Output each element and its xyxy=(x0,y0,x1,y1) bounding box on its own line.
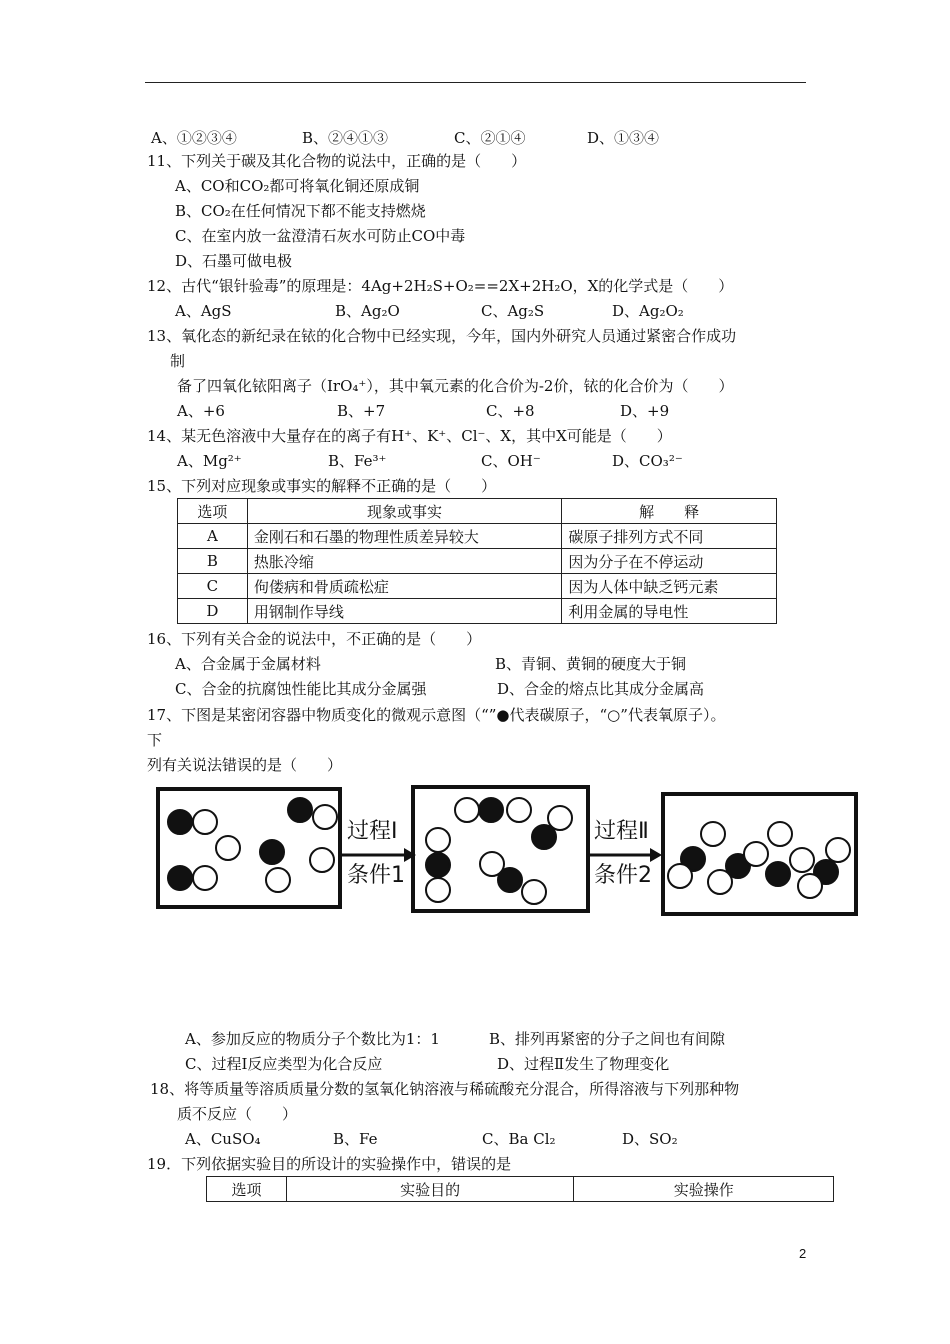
q17-option-a: A、参加反应的物质分子个数比为1：1 xyxy=(185,1030,440,1048)
q18-stem-line2: 质不反应（ ） xyxy=(177,1105,298,1123)
q14-option-c: C、OH⁻ xyxy=(481,452,541,470)
table-row xyxy=(178,599,777,624)
q14-stem: 14、某无色溶液中大量存在的离子有H⁺、K⁺、Cl⁻、X，其中X可能是（ ） xyxy=(147,427,672,445)
table-cell: C xyxy=(178,574,248,599)
q18-option-c: C、Ba Cl₂ xyxy=(482,1130,556,1148)
q14-option-b: B、Fe³⁺ xyxy=(328,452,387,470)
q13-option-a: A、+6 xyxy=(177,402,225,420)
q13-option-d: D、+9 xyxy=(620,402,670,420)
table-header-row xyxy=(207,1177,834,1202)
table-header-cell: 解 释 xyxy=(562,499,777,524)
q12-option-a: A、AgS xyxy=(175,302,232,320)
process-1-label: 过程Ⅰ xyxy=(347,819,398,844)
q15-table xyxy=(177,498,777,624)
condition-1-label: 条件1 xyxy=(347,863,405,888)
q16-option-c: C、合金的抗腐蚀性能比其成分金属强 xyxy=(175,680,427,698)
q16-option-a: A、合金属于金属材料 xyxy=(175,655,321,673)
table-cell: A xyxy=(178,524,248,549)
q17-option-b: B、排列再紧密的分子之间也有间隙 xyxy=(489,1030,726,1048)
q17-option-c: C、过程Ⅰ反应类型为化合反应 xyxy=(185,1055,383,1073)
q18-option-a: A、CuSO₄ xyxy=(185,1130,261,1148)
q11-option-b: B、CO₂在任何情况下都不能支持燃烧 xyxy=(175,202,426,220)
table-header-cell: 现象或事实 xyxy=(247,499,562,524)
q15-stem: 15、下列对应现象或事实的解释不正确的是（ ） xyxy=(147,477,497,495)
q13-stem-line2: 制 xyxy=(170,352,186,370)
table-header-cell: 选项 xyxy=(207,1177,287,1202)
q16-option-d: D、合金的熔点比其成分金属高 xyxy=(497,680,705,698)
q16-stem: 16、下列有关合金的说法中，不正确的是（ ） xyxy=(147,630,482,648)
table-cell: 碳原子排列方式不同 xyxy=(562,524,777,549)
table-cell: 金刚石和石墨的物理性质差异较大 xyxy=(247,524,562,549)
q17-option-d: D、过程Ⅱ发生了物理变化 xyxy=(497,1055,670,1073)
q18-option-d: D、SO₂ xyxy=(622,1130,678,1148)
q11-option-c: C、在室内放一盆澄清石灰水可防止CO中毒 xyxy=(175,227,466,245)
q17-stem-line3: 列有关说法错误的是（ ） xyxy=(147,756,343,774)
table-cell: D xyxy=(178,599,248,624)
q14-option-a: A、Mg²⁺ xyxy=(177,452,242,470)
q19-table xyxy=(206,1176,834,1202)
page-number: 2 xyxy=(799,1246,807,1261)
table-header-row xyxy=(178,499,777,524)
table-header-cell: 选项 xyxy=(178,499,248,524)
q13-stem-line3: 备了四氧化铱阳离子（IrO₄⁺），其中氧元素的化合价为-2价，铱的化合价为（ ） xyxy=(177,377,734,395)
table-cell: 用钢制作导线 xyxy=(247,599,562,624)
q10-option-d: D、①③④ xyxy=(587,129,660,147)
table-row xyxy=(178,549,777,574)
container-before xyxy=(158,789,340,907)
table-cell: B xyxy=(178,549,248,574)
q12-option-c: C、Ag₂S xyxy=(481,302,545,320)
q10-option-c: C、②①④ xyxy=(454,129,526,147)
q17-stem-line1: 17、下图是某密闭容器中物质变化的微观示意图（“”●代表碳原子，“○”代表氧原子）。 xyxy=(147,706,726,724)
arrow-process-2 xyxy=(590,819,662,888)
table-cell: 因为分子在不停运动 xyxy=(562,549,777,574)
arrow-process-1 xyxy=(342,819,416,888)
q10-option-b: B、②④①③ xyxy=(302,129,389,147)
table-cell: 佝偻病和骨质疏松症 xyxy=(247,574,562,599)
q19-stem: 19．下列依据实验目的所设计的实验操作中，错误的是 xyxy=(147,1155,512,1173)
table-header-cell: 实验操作 xyxy=(574,1177,834,1202)
q11-stem: 11、下列关于碳及其化合物的说法中，正确的是（ ） xyxy=(147,152,527,170)
table-cell: 因为人体中缺乏钙元素 xyxy=(562,574,777,599)
container-after xyxy=(663,794,856,914)
table-row xyxy=(178,524,777,549)
q13-option-c: C、+8 xyxy=(486,402,535,420)
q11-option-a: A、CO和CO₂都可将氧化铜还原成铜 xyxy=(175,177,420,195)
q12-option-b: B、Ag₂O xyxy=(335,302,400,320)
process-2-label: 过程Ⅱ xyxy=(594,819,649,844)
q13-option-b: B、+7 xyxy=(337,402,386,420)
q16-option-b: B、青铜、黄铜的硬度大于铜 xyxy=(495,655,687,673)
q11-option-d: D、石墨可做电极 xyxy=(175,252,293,270)
table-row xyxy=(178,574,777,599)
q12-option-d: D、Ag₂O₂ xyxy=(612,302,684,320)
q13-stem-line1: 13、氧化态的新纪录在铱的化合物中已经实现，今年，国内外研究人员通过紧密合作成功 xyxy=(147,327,737,345)
q18-option-b: B、Fe xyxy=(333,1130,378,1148)
q14-option-d: D、CO₃²⁻ xyxy=(612,452,683,470)
condition-2-label: 条件2 xyxy=(594,863,652,888)
header-rule xyxy=(145,82,806,83)
q18-stem-line1: 18、将等质量等溶质质量分数的氢氧化钠溶液与稀硫酸充分混合，所得溶液与下列那种物 xyxy=(150,1080,740,1098)
table-header-cell: 实验目的 xyxy=(286,1177,574,1202)
molecular-diagram xyxy=(150,782,862,932)
table-cell: 利用金属的导电性 xyxy=(562,599,777,624)
table-cell: 热胀冷缩 xyxy=(247,549,562,574)
q12-stem: 12、古代“银针验毒”的原理是：4Ag+2H₂S+O₂==2X+2H₂O，X的化学式是（ ） xyxy=(147,277,734,295)
q17-stem-line2: 下 xyxy=(147,731,163,749)
container-middle xyxy=(413,787,588,911)
q10-option-a: A、①②③④ xyxy=(151,129,237,147)
